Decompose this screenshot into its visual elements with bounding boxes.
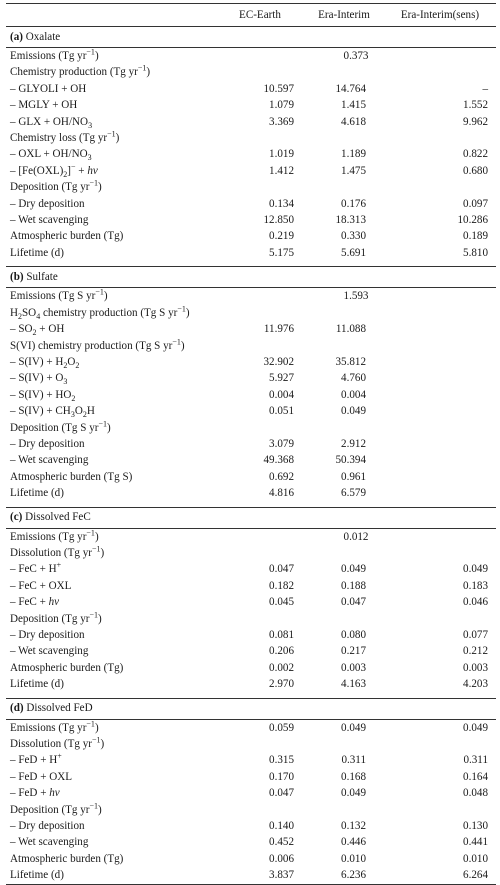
row-label: – $S(IV) + O_3$ — [10, 372, 68, 387]
table-row — [6, 179, 496, 195]
row-label: Lifetime (d) — [10, 487, 64, 500]
row-label: Atmospheric burden (Tg S) — [10, 470, 133, 483]
table-row — [6, 338, 496, 354]
row-label: Atmospheric burden (Tg) — [10, 661, 124, 674]
empty-cell — [216, 64, 496, 80]
row-label: $H_2SO_4$ chemistry production (Tg S $yr^{-1}$) — [10, 304, 190, 321]
budget-table — [6, 3, 496, 885]
row-label: – Dry deposition — [10, 197, 85, 210]
table-row — [6, 561, 496, 577]
value-ec-earth: 0.051 — [269, 405, 294, 418]
value-era-interim: 0.330 — [341, 230, 366, 243]
row-label: – FeD + OXL — [10, 770, 73, 783]
value-era-interim: 14.764 — [335, 82, 366, 95]
emission-value: 0.373 — [343, 50, 369, 62]
value-era-interim-sens — [384, 436, 496, 452]
header-era-interim-sens: Era-Interim(sens) — [384, 4, 496, 27]
table-row — [6, 420, 496, 436]
value-ec-earth: 49.368 — [263, 454, 294, 467]
section-letter: (c) — [10, 511, 23, 524]
value-era-interim-sens: 5.810 — [463, 246, 488, 259]
row-label: Emissions (Tg $yr^{-1}$) — [10, 527, 99, 543]
value-era-interim: 0.961 — [341, 470, 366, 483]
value-ec-earth: 0.006 — [269, 852, 294, 865]
section-title — [6, 698, 496, 719]
table-row — [6, 228, 496, 244]
value-era-interim-sens — [384, 321, 496, 337]
row-label: – $S(IV) + CH_3O_2H$ — [10, 405, 95, 420]
value-era-interim: 0.049 — [341, 563, 366, 576]
value-era-interim: 6.236 — [304, 867, 384, 884]
table-header-row — [6, 4, 496, 27]
row-label: – GLYOLI + OH — [10, 82, 87, 95]
value-ec-earth: 0.219 — [269, 230, 294, 243]
section-name: Dissolved FeD — [26, 702, 93, 715]
value-era-interim: 2.912 — [341, 437, 366, 450]
value-ec-earth: 5.175 — [269, 246, 294, 259]
row-label: – Dry deposition — [10, 820, 85, 833]
table-row — [6, 818, 496, 834]
value-era-interim-sens: 0.311 — [463, 754, 488, 767]
section-title — [6, 27, 496, 48]
header-era-interim: Era-Interim — [304, 4, 384, 27]
row-label: Lifetime (d) — [10, 246, 64, 259]
value-era-interim-sens — [384, 387, 496, 403]
value-era-interim-sens: 0.680 — [463, 164, 488, 177]
value-era-interim: 0.446 — [341, 836, 366, 849]
row-label: Lifetime (d) — [10, 678, 64, 691]
section-name: Oxalate — [25, 30, 61, 43]
value-era-interim: 1.475 — [341, 164, 366, 177]
table-row — [6, 578, 496, 594]
value-ec-earth: 3.079 — [269, 437, 294, 450]
value-era-interim: 18.313 — [335, 214, 366, 227]
value-ec-earth: 0.452 — [269, 836, 294, 849]
table-row — [6, 130, 496, 146]
value-ec-earth: 1.412 — [269, 164, 294, 177]
section-header-row — [6, 267, 496, 288]
value-ec-earth: 0.004 — [269, 388, 294, 401]
empty-cell — [216, 179, 496, 195]
row-label: – $SO_2$ + OH — [10, 323, 65, 338]
value-era-interim: 50.394 — [335, 454, 366, 467]
value-era-interim-sens: 0.049 — [463, 563, 488, 576]
section-title — [6, 507, 496, 528]
value-era-interim: 4.618 — [341, 115, 366, 128]
row-label: – Wet scavenging — [10, 454, 89, 467]
value-ec-earth: 3.837 — [216, 867, 304, 884]
table-row — [6, 851, 496, 867]
table-row — [6, 288, 496, 305]
value-era-interim-sens: 0.189 — [463, 230, 488, 243]
value-era-interim: 5.691 — [341, 246, 366, 259]
value-ec-earth: 0.047 — [269, 787, 294, 800]
value-era-interim: 0.004 — [341, 388, 366, 401]
value-era-interim: 0.176 — [341, 197, 366, 210]
emission-value: 0.012 — [343, 530, 369, 543]
section-letter: (a) — [10, 30, 23, 43]
value-ec-earth: 1.019 — [269, 148, 294, 161]
table-row — [6, 660, 496, 676]
value-era-interim: 0.311 — [341, 754, 366, 767]
row-label: – $S(IV) + H_2O_2$ — [10, 355, 80, 371]
value-era-interim-sens: 0.097 — [463, 197, 488, 210]
section-title — [6, 267, 496, 288]
table-row — [6, 545, 496, 561]
value-ec-earth: 11.976 — [263, 323, 294, 336]
row-label: – Wet scavenging — [10, 645, 89, 658]
value-era-interim: 1.189 — [341, 148, 366, 161]
value-era-interim: 4.760 — [341, 372, 366, 385]
value-era-interim: 0.217 — [341, 645, 366, 658]
value-era-interim-sens — [384, 403, 496, 419]
empty-cell — [216, 802, 496, 818]
row-label: Emissions (Tg $yr^{-1}$) — [10, 47, 99, 62]
row-label: Emissions (Tg S $yr^{-1}$) — [10, 287, 108, 303]
row-label: – MGLY + OH — [10, 99, 78, 112]
table-row — [6, 321, 496, 337]
value-ec-earth: 1.079 — [269, 99, 294, 112]
table-row — [6, 752, 496, 768]
value-ec-earth: 0.059 — [269, 721, 294, 734]
value-era-interim: 0.010 — [341, 852, 366, 865]
row-label: Deposition (Tg $yr^{-1}$) — [10, 609, 102, 625]
row-label: – FeC + H+ — [10, 560, 62, 576]
row-label: – GLX + $OH/NO_3$ — [10, 115, 93, 130]
value-ec-earth: 0.134 — [269, 197, 294, 210]
table-row — [6, 769, 496, 785]
value-era-interim-sens — [384, 452, 496, 468]
value-ec-earth: 2.970 — [269, 678, 294, 691]
row-label: – $S(IV) + HO_2$ — [10, 388, 76, 403]
value-ec-earth: 0.170 — [269, 770, 294, 783]
value-era-interim: 0.168 — [341, 770, 366, 783]
table-row — [6, 643, 496, 659]
value-ec-earth: 3.369 — [269, 115, 294, 128]
table-row — [6, 387, 496, 403]
row-label: Deposition (Tg S $yr^{-1}$) — [10, 418, 111, 434]
row-label: – Dry deposition — [10, 629, 85, 641]
value-era-interim: 6.579 — [341, 487, 366, 500]
table-row — [6, 97, 496, 113]
section-name: Dissolved FeC — [25, 511, 91, 524]
row-label: Chemistry production (Tg $yr^{-1}$) — [10, 63, 151, 79]
table-row — [6, 485, 496, 501]
row-label: – FeD + H+ — [10, 751, 62, 767]
row-label: Dissolution (Tg $yr^{-1}$) — [10, 735, 105, 751]
value-ec-earth: 4.816 — [269, 487, 294, 500]
value-era-interim: 35.812 — [335, 355, 366, 368]
value-ec-earth: 0.140 — [269, 820, 294, 833]
section-header-row — [6, 27, 496, 48]
value-era-interim: 0.047 — [341, 596, 366, 609]
value-era-interim: 0.188 — [341, 579, 366, 592]
value-era-interim-sens: 0.003 — [463, 661, 488, 674]
table-row — [6, 436, 496, 452]
value-ec-earth: 0.045 — [269, 596, 294, 609]
row-label: – OXL + $OH/NO_3$ — [10, 148, 92, 163]
empty-cell — [216, 545, 496, 561]
value-era-interim-sens: 0.212 — [463, 645, 488, 658]
table-row — [6, 834, 496, 850]
empty-cell — [216, 611, 496, 627]
value-era-interim: 0.132 — [341, 820, 366, 833]
table-row — [6, 736, 496, 752]
table-row — [6, 370, 496, 386]
table-row — [6, 785, 496, 801]
table-row — [6, 114, 496, 130]
row-label: Chemistry loss (Tg $yr^{-1}$) — [10, 129, 120, 145]
table-row — [6, 594, 496, 610]
table-row — [6, 452, 496, 468]
value-era-interim-sens: 9.962 — [463, 115, 488, 128]
table-row — [6, 469, 496, 485]
value-ec-earth: 0.692 — [269, 470, 294, 483]
empty-cell — [216, 130, 496, 146]
header-ec-earth: EC-Earth — [216, 4, 304, 27]
value-ec-earth: 0.206 — [269, 645, 294, 658]
value-era-interim: 11.088 — [335, 323, 366, 336]
value-era-interim: 1.415 — [341, 99, 366, 112]
value-era-interim-sens — [384, 370, 496, 386]
value-era-interim: 0.080 — [341, 629, 366, 641]
table-row — [6, 48, 496, 65]
value-ec-earth: 0.081 — [269, 629, 294, 641]
value-era-interim: 4.163 — [341, 678, 366, 691]
table-row — [6, 146, 496, 162]
table-row — [6, 64, 496, 80]
table-row — [6, 676, 496, 692]
table-row — [6, 305, 496, 321]
row-label: – Wet scavenging — [10, 836, 89, 849]
table-row — [6, 163, 496, 179]
value-era-interim-sens: 0.049 — [463, 721, 488, 734]
value-era-interim-sens: 10.286 — [457, 214, 488, 227]
value-era-interim-sens: 4.203 — [463, 678, 488, 691]
value-era-interim-sens: 0.441 — [463, 836, 488, 849]
table-row — [6, 867, 496, 884]
table-row — [6, 403, 496, 419]
value-ec-earth: 0.002 — [269, 661, 294, 674]
row-label: Deposition (Tg $yr^{-1}$) — [10, 800, 102, 816]
section-header-row — [6, 507, 496, 528]
header-label-cell — [6, 4, 216, 27]
row-label: – FeC + OXL — [10, 579, 72, 592]
value-ec-earth: 10.597 — [263, 82, 294, 95]
row-label: Lifetime (d) — [6, 867, 216, 884]
value-era-interim: 0.003 — [341, 661, 366, 674]
value-era-interim-sens — [384, 485, 496, 501]
row-label: Emissions (Tg $yr^{-1}$) — [10, 718, 99, 734]
row-label: – FeC + hv — [10, 596, 60, 609]
section-header-row — [6, 698, 496, 719]
value-era-interim-sens — [384, 469, 496, 485]
value-era-interim-sens: 0.048 — [463, 787, 488, 800]
table-row — [6, 802, 496, 818]
row-label: Atmospheric burden (Tg) — [10, 230, 124, 243]
row-label: – Dry deposition — [10, 437, 85, 450]
table-body — [6, 27, 496, 885]
value-ec-earth: 12.850 — [263, 214, 294, 227]
value-era-interim-sens: 0.183 — [463, 579, 488, 592]
row-label: Atmospheric burden (Tg) — [10, 852, 124, 865]
section-letter: (b) — [10, 271, 24, 284]
empty-cell — [216, 338, 496, 354]
table-row — [6, 245, 496, 261]
row-label: Dissolution (Tg $yr^{-1}$) — [10, 544, 105, 559]
empty-cell — [216, 305, 496, 321]
row-label: – $[Fe(OXL)_2]^-$ + hv — [10, 162, 98, 180]
value-ec-earth: 32.902 — [263, 355, 294, 368]
emission-value: 1.593 — [343, 290, 369, 303]
value-ec-earth: 0.047 — [269, 563, 294, 576]
table-row — [6, 611, 496, 627]
section-letter: (d) — [10, 702, 24, 715]
section-name: Sulfate — [26, 271, 58, 284]
empty-cell — [216, 736, 496, 752]
value-era-interim-sens: 0.077 — [463, 629, 488, 641]
value-era-interim-sens: 1.552 — [463, 99, 488, 112]
row-label: – Wet scavenging — [10, 214, 89, 227]
value-era-interim: 0.049 — [341, 721, 366, 734]
value-ec-earth: 5.927 — [269, 372, 294, 385]
value-era-interim-sens: 0.046 — [463, 596, 488, 609]
value-era-interim: 0.049 — [341, 787, 366, 800]
row-label: – FeD + hv — [10, 787, 60, 800]
table-row — [6, 81, 496, 97]
value-era-interim: 0.049 — [341, 405, 366, 418]
value-ec-earth: 0.182 — [269, 579, 294, 592]
value-era-interim-sens: – — [482, 82, 488, 95]
value-era-interim-sens: 0.164 — [463, 770, 488, 783]
value-era-interim-sens: 0.010 — [463, 852, 488, 865]
table-row — [6, 212, 496, 228]
row-label: S(VI) chemistry production (Tg S $yr^{-1}$) — [10, 336, 185, 352]
value-era-interim-sens: 0.822 — [463, 148, 488, 161]
empty-cell — [216, 420, 496, 436]
table-row — [6, 354, 496, 370]
table-row — [6, 528, 496, 545]
value-ec-earth: 0.315 — [269, 754, 294, 767]
table-row — [6, 196, 496, 212]
table-row — [6, 627, 496, 643]
value-era-interim-sens: 6.264 — [384, 867, 496, 884]
value-era-interim-sens — [384, 354, 496, 370]
table-row — [6, 719, 496, 736]
value-era-interim-sens: 0.130 — [463, 820, 488, 833]
row-label: Deposition (Tg $yr^{-1}$) — [10, 178, 102, 194]
